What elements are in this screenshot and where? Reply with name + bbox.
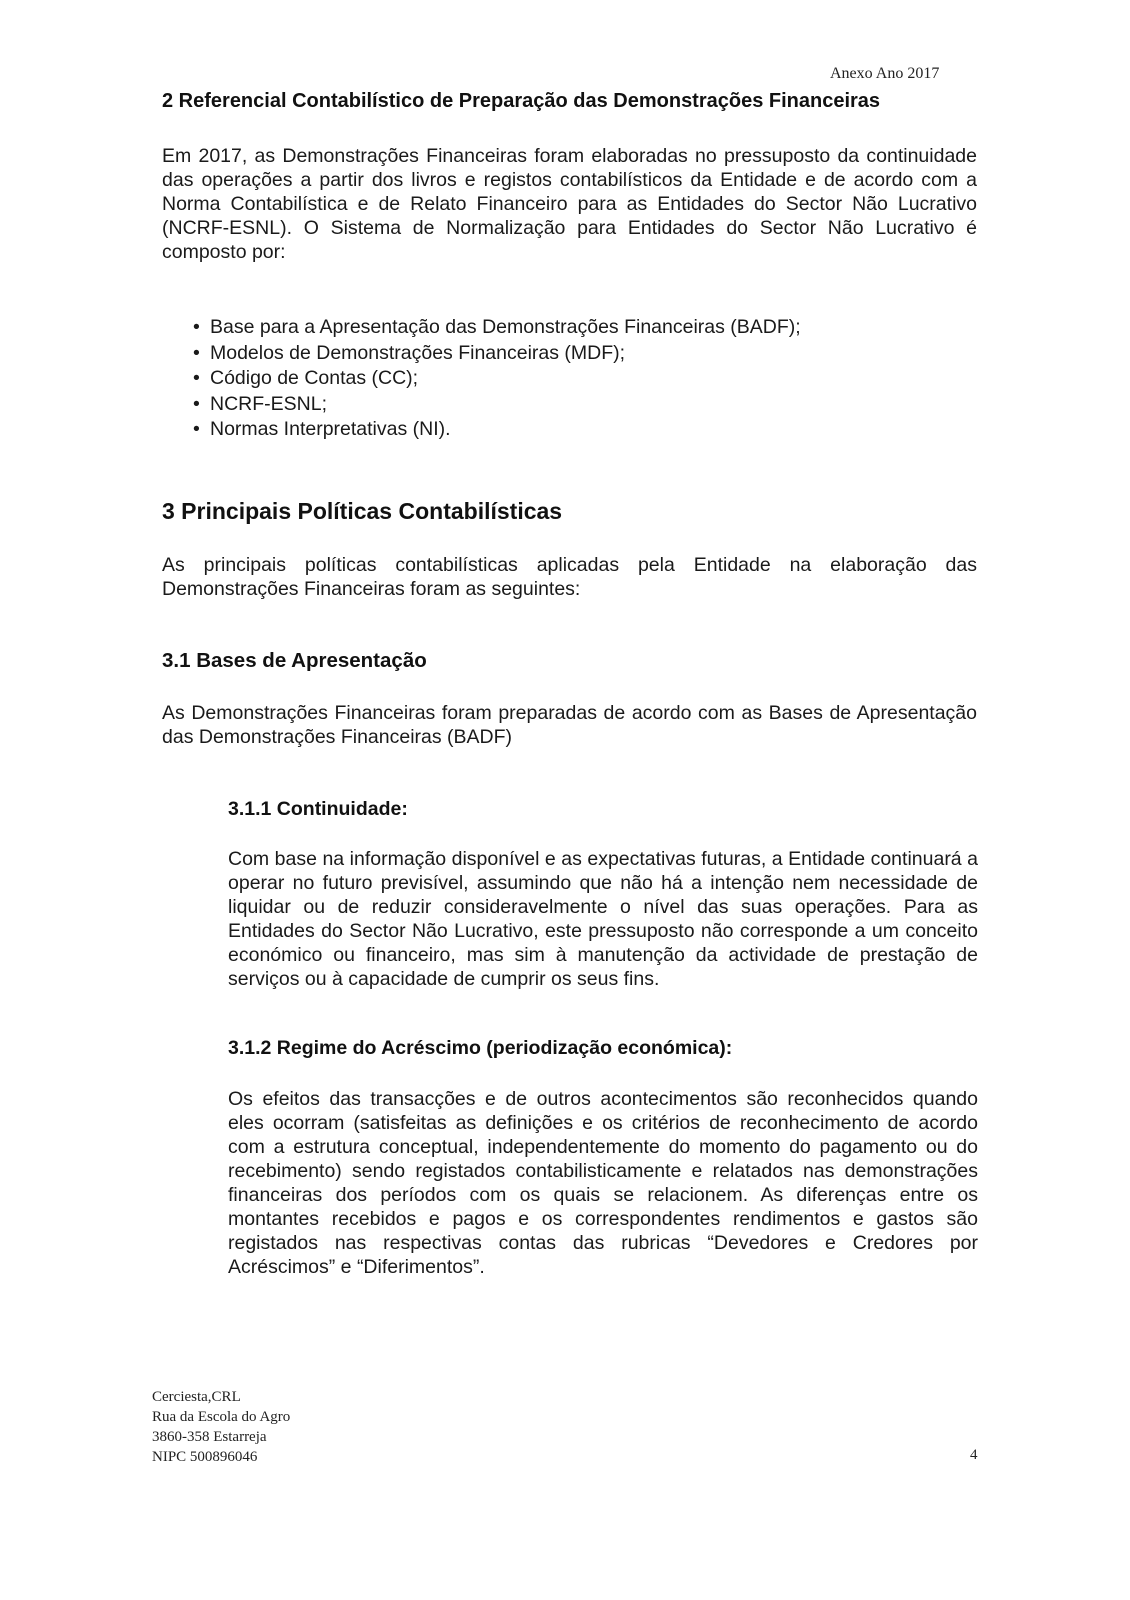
footer-nipc: NIPC 500896046 <box>152 1449 258 1465</box>
list-item: • Modelos de Demonstrações Financeiras (MDF); <box>190 341 890 367</box>
section-2-paragraph: Em 2017, as Demonstrações Financeiras foram elaboradas no pressuposto da continuidade das operações a partir dos livros e registos contabilísticos da Entidade e de acordo com a Norma Contabilística e de Relato Financeiro para as Entidades do Sector Não Lucrativo (NCRF-ESNL). O Sistema de Normalização para Entidades do Sector Não Lucrativo é composto por: <box>162 145 977 263</box>
section-3-heading: 3 Principais Políticas Contabilísticas <box>162 498 563 524</box>
document-header-title: Anexo Ano 2017 <box>830 65 940 82</box>
section-3-1-2-paragraph: Os efeitos das transacções e de outros acontecimentos são reconhecidos quando eles ocorram (satisfeitas as definições e os critérios de reconhecimento de acordo com a estrutura conceptual, independentemente do momento do pagamento ou do recebimento) sendo registados contabilisticamente e relatados nas demonstrações financeiras dos períodos com os quais se relacionem. As diferenças entre os montantes recebidos e pagos e os correspondentes rendimentos e gastos são registados nas respectivas contas das rubricas “Devedores e Credores por Acréscimos” e “Diferimentos”. <box>228 1088 978 1278</box>
list-item: • Base para a Apresentação das Demonstrações Financeiras (BADF); <box>190 315 890 341</box>
list-item: • Código de Contas (CC); <box>190 366 890 392</box>
footer-company-name: Cerciesta,CRL <box>152 1389 241 1405</box>
page-number: 4 <box>970 1447 978 1463</box>
section-3-1-paragraph: As Demonstrações Financeiras foram preparadas de acordo com as Bases de Apresentação das Demonstrações Financeiras (BADF) <box>162 702 977 748</box>
section-3-1-heading: 3.1 Bases de Apresentação <box>162 649 427 672</box>
footer-address-block <box>152 1387 290 1467</box>
list-item: • Normas Interpretativas (NI). <box>190 417 890 443</box>
list-item: • NCRF-ESNL; <box>190 392 890 418</box>
section-3-paragraph: As principais políticas contabilísticas aplicadas pela Entidade na elaboração das Demonstrações Financeiras foram as seguintes: <box>162 554 977 600</box>
section-3-1-1-heading: 3.1.1 Continuidade: <box>228 798 408 820</box>
normalization-components-list <box>190 315 890 443</box>
section-2-heading: 2 Referencial Contabilístico de Preparação das Demonstrações Financeiras <box>162 90 881 112</box>
footer-address-line: Rua da Escola do Agro <box>152 1409 291 1425</box>
section-3-1-1-paragraph: Com base na informação disponível e as expectativas futuras, a Entidade continuará a operar no futuro previsível, assumindo que não há a intenção nem necessidade de liquidar ou de reduzir consideravelmente o nível das suas operações. Para as Entidades do Sector Não Lucrativo, este pressuposto não corresponde a um conceito económico ou financeiro, mas sim à manutenção da actividade de prestação de serviços ou à capacidade de cumprir os seus fins. <box>228 848 978 990</box>
section-3-1-2-heading: 3.1.2 Regime do Acréscimo (periodização económica): <box>228 1037 733 1059</box>
footer-address-line: 3860-358 Estarreja <box>152 1429 267 1445</box>
